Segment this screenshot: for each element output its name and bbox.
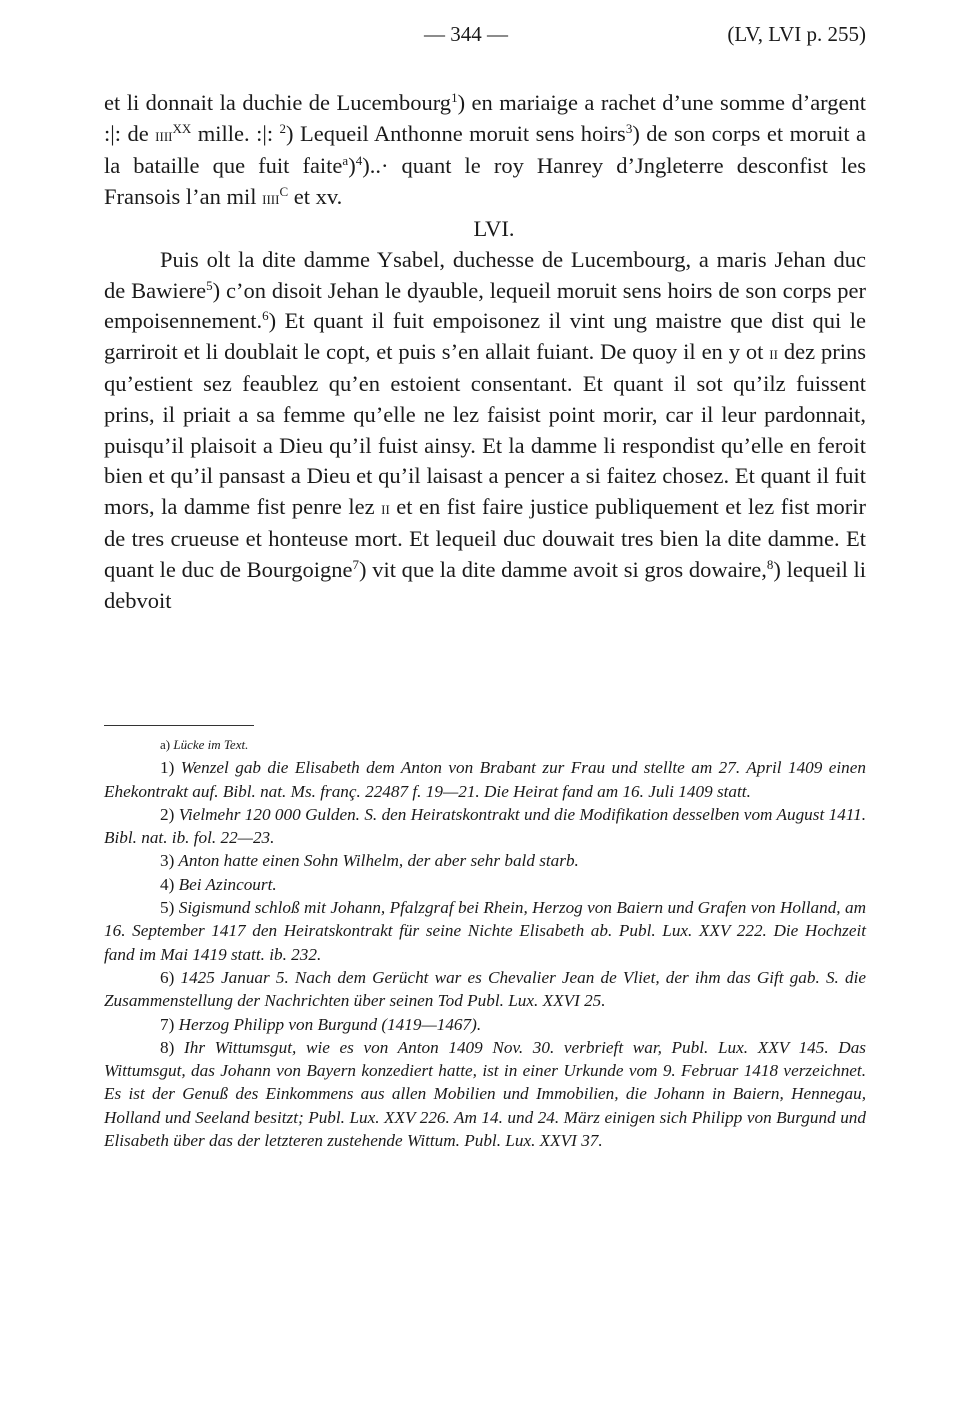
footnote-ref-5: 5	[206, 277, 213, 293]
footnote-3: 3) Anton hatte einen Sohn Wilhelm, der aber sehr bald starb.	[160, 851, 579, 871]
footnote-divider	[104, 725, 254, 726]
paragraph-lv-continuation: et li donnait la duchie de Lucembourg$^1$) en mariaige a rachet d’une somme d’argent :|: de iiii$^{xx}$ mille. :|: $^2$) Lequeil Anthonne moruit sens hoirs$^3$) de son corps et moruit a la bataille que fuit faite$^a$)$^4$)..· quant le roy Hanrey d’Jngleterre desconfist les Fransois l’an mil iiii$^c$ et xv.	[104, 90, 867, 209]
footnote-6: 6) 1425 Januar 5. Nach dem Gerücht war es Chevalier Jean de Vliet, der ihm das Gift gab. S. die Zusammenstellung der Nachrichten über seinen Tod Publ. Lux. XXVI 25.	[104, 967, 866, 1011]
footnote-5: 5) Sigismund schloß mit Johann, Pfalzgraf bei Rhein, Herzog von Baiern und Grafen von Holland, am 16. September 1417 den Heiratskontrakt für seine Nichte Elisabeth ab. Publ. Lux. XXV 222. Die Hochzeit fand im Mai 1419 statt. ib. 232.	[104, 898, 866, 964]
page-header	[104, 22, 866, 52]
footnote-ref-6: 6	[262, 308, 269, 324]
paragraph-lvi: Puis olt la dite damme Ysabel, duchesse de Lucembourg, a maris Jehan duc de Bawiere$^5$) c’on disoit Jehan le dyauble, lequeil moruit sens hoirs de son corps per empoisennement.$^6$) Et quant il fuit empoisonez il vint ung maistre que dist qui le garriroit et li doublait le copt, et puis s’en allait fuiant. De quoy il en y ot ii dez prins qu’estient sez feaublez qu’en estoient consentant. Et quant il sot qu’ilz fuissent prins, il priait a sa femme qu’elle ne lez faisist point morir, car il leur pardonnait, puisqu’il plaisoit a Dieu qu’il fuist ainsy. Et la damme li respondist qu’elle en feroit bien et qu’il pansast a Dieu et qu’il laisast a pencer a si faitez chosez. Et quant il fuit mors, la damme fist penre lez ii et en fist faire justice publiquement et lez fist morir de tres crueuse et honteuse mort. Et lequeil duc douwait tres bien la dite damme. Et quant le duc de Bourgoigne$^7$) vit que la dite damme avoit si gros dowaire,$^8$) lequeil li debvoit	[104, 246, 867, 613]
page-number: — 344 —	[424, 22, 508, 46]
footnotes	[104, 733, 866, 1152]
running-head: (LV, LVI p. 255)	[727, 22, 866, 46]
footnote-4: 4) Bei Azincourt.	[160, 874, 277, 894]
footnote-2: 2) Vielmehr 120 000 Gulden. S. den Heiratskontrakt und die Modifikation desselben vom August 1411. Bibl. nat. ib. fol. 22—23.	[104, 804, 866, 848]
main-text	[104, 88, 866, 616]
footnote-ref-7: 7	[352, 556, 360, 572]
footnote-a: a) Lücke im Text.	[160, 737, 249, 752]
footnote-ref-a: a	[342, 153, 349, 169]
footnote-1: 1) Wenzel gab die Elisabeth dem Anton von Brabant zur Frau und stellte am 27. April 1409 einen Ehekontrakt auf. Bibl. nat. Ms. franç. 22487 f. 19—21. Die Heirat fand am 16. Juli 1409 statt.	[104, 758, 866, 801]
footnote-ref-8: 8	[766, 556, 774, 572]
footnote-ref-1: 1	[451, 90, 458, 105]
footnote-ref-2: 2	[279, 120, 287, 136]
footnote-ref-3: 3	[625, 120, 633, 136]
footnote-ref-4: 4	[355, 153, 363, 169]
footnote-7: 7) Herzog Philipp von Burgund (1419—1467).	[160, 1014, 482, 1034]
footnote-8: 8) Ihr Wittumsgut, wie es von Anton 1409 Nov. 30. verbrieft war, Publ. Lux. XXV 145. Das Wittumsgut, das Johann von Bayern konzediert hatte, ist in einer Urkunde vom 9. Februar 1418 verzeichnet. Es ist der Genuß des Einkommens aus allen Mobilien und Immobilien, die Johann in Baiern, Hennegau, Holland und Seeland besitzt; Publ. Lux. XXV 226. Am 14. und 24. März einigen sich Philipp von Burgund und Elisabeth über das der letzteren zustehende Wittum. Publ. Lux. XXVI 37.	[104, 1037, 866, 1151]
chapter-title: LVI.	[473, 216, 515, 242]
